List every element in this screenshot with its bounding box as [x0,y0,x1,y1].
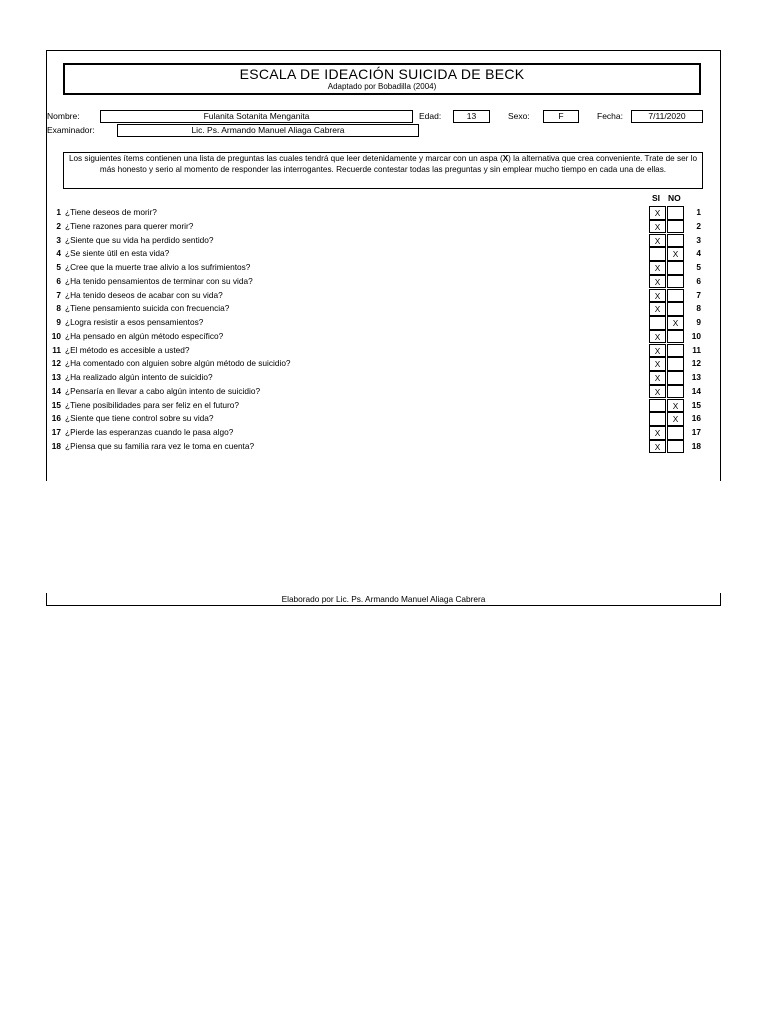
question-number-right: 5 [696,262,701,272]
question-number-right: 12 [691,358,701,369]
question-row [47,330,719,344]
question-number-right: 7 [696,289,701,300]
question-number: 10 [51,330,61,341]
question-number: 7 [56,289,61,300]
question-text: ¿El método es accesible a usted? [65,344,190,355]
answer-si-box[interactable]: X [649,220,666,234]
footer-line [46,605,721,606]
question-row [47,399,719,413]
question-number-right: 18 [691,440,701,451]
question-number: 9 [56,317,61,327]
answer-si-box[interactable]: X [649,289,666,303]
title-box [63,63,701,95]
question-row [47,316,719,330]
age-label: Edad: [419,111,442,121]
question-number-right: 1 [696,207,701,217]
question-number: 6 [56,275,61,286]
answer-no-box[interactable] [667,426,684,440]
name-label: Nombre: [47,111,80,121]
answer-si-box[interactable] [649,399,666,413]
column-header-si: SI [652,193,661,203]
question-text: ¿Tiene pensamiento suicida con frecuencia? [65,303,230,314]
answer-si-box[interactable]: X [649,426,666,440]
question-number-right: 17 [691,427,701,437]
question-text: ¿Ha tenido deseos de acabar con su vida? [65,289,223,300]
question-text: ¿Logra resistir a esos pensamientos? [65,317,204,327]
answer-no-box[interactable] [667,275,684,289]
question-row [47,206,719,220]
answer-no-box[interactable] [667,440,684,454]
question-number-right: 8 [696,303,701,314]
question-row [47,289,719,303]
question-row [47,247,719,261]
answer-no-box[interactable]: X [667,247,684,261]
instructions-text-2: ) la alternativa que crea conveniente. Trate de ser lo más honesto y serio al momento de responder las interrogantes. Recuerde contestar todas las preguntas y sin emplear mucho tiempo en cada una de ellas. [99,154,698,174]
question-row [47,371,719,385]
form-subtitle: Adaptado por Bobadilla (2004) [327,82,437,91]
question-number: 17 [51,427,61,437]
question-text: ¿Ha realizado algún intento de suicidio? [65,372,213,382]
question-text: ¿Tiene razones para querer morir? [65,220,194,231]
answer-no-box[interactable] [667,330,684,344]
answer-si-box[interactable]: X [649,275,666,289]
name-field[interactable]: Fulanita Sotanita Menganita [100,110,413,123]
question-number-right: 2 [696,220,701,231]
answer-no-box[interactable] [667,357,684,371]
answer-si-box[interactable]: X [649,440,666,454]
instructions-text-1: Los siguientes ítems contienen una lista de preguntas las cuales tendrá que leer detenidamente y marcar con un aspa ( [68,154,503,163]
question-number: 18 [51,440,61,451]
question-text: ¿Tiene posibilidades para ser feliz en el futuro? [65,399,240,410]
answer-no-box[interactable]: X [667,412,684,426]
question-row [47,412,719,426]
footer-text: Elaborado por Lic. Ps. Armando Manuel Aliaga Cabrera [281,594,486,604]
question-number: 13 [51,372,61,382]
question-number: 12 [51,358,61,369]
question-number: 2 [56,220,61,231]
question-number: 4 [56,248,61,259]
question-number: 11 [52,344,61,355]
question-number: 8 [56,303,61,314]
question-text: ¿Ha tenido pensamientos de terminar con su vida? [65,275,253,286]
answer-no-box[interactable] [667,344,684,358]
question-text: ¿Siente que tiene control sobre su vida? [65,413,214,424]
answer-si-box[interactable]: X [649,206,666,220]
answer-si-box[interactable] [649,247,666,261]
question-text: ¿Siente que su vida ha perdido sentido? [65,234,214,245]
answer-si-box[interactable]: X [649,371,666,385]
question-number: 3 [56,234,61,245]
answer-no-box[interactable]: X [667,316,684,330]
date-label: Fecha: [597,111,623,121]
sex-field[interactable]: F [543,110,579,123]
question-number-right: 4 [696,248,701,259]
question-text: ¿Cree que la muerte trae alivio a los sufrimientos? [65,262,251,272]
question-number-right: 15 [691,399,701,410]
question-text: ¿Se siente útil en esta vida? [65,248,170,259]
answer-no-box[interactable]: X [667,399,684,413]
question-text: ¿Pensaría en llevar a cabo algún intento de suicidio? [65,385,261,396]
sex-label: Sexo: [508,111,530,121]
answer-si-box[interactable] [649,412,666,426]
question-number-right: 9 [696,317,701,327]
examiner-field[interactable]: Lic. Ps. Armando Manuel Aliaga Cabrera [117,124,419,137]
answer-no-box[interactable] [667,302,684,316]
answer-si-box[interactable]: X [649,357,666,371]
answer-no-box[interactable] [667,220,684,234]
question-number-right: 3 [696,234,701,245]
question-number-right: 14 [691,385,701,396]
question-text: ¿Ha pensado en algún método específico? [65,330,224,341]
question-number: 14 [51,385,61,396]
question-number: 16 [51,413,61,424]
question-number: 1 [56,207,61,217]
answer-no-box[interactable] [667,289,684,303]
instructions-mark: X [502,154,509,163]
answer-si-box[interactable]: X [649,261,666,275]
question-row [47,440,719,454]
answer-no-box[interactable] [667,206,684,220]
answer-si-box[interactable] [649,316,666,330]
answer-si-box[interactable]: X [649,344,666,358]
question-text: ¿Piensa que su familia rara vez le toma en cuenta? [65,440,255,451]
question-number-right: 11 [692,344,701,355]
question-number-right: 13 [691,372,701,382]
answer-no-box[interactable] [667,385,684,399]
question-number-right: 10 [691,330,701,341]
question-text: ¿Pierde las esperanzas cuando le pasa algo? [65,427,234,437]
question-number-right: 16 [691,413,701,424]
answer-si-box[interactable]: X [649,385,666,399]
form-title: ESCALA DE IDEACIÓN SUICIDA DE BECK [239,66,525,82]
question-row [47,302,719,316]
question-number-right: 6 [696,275,701,286]
age-field[interactable]: 13 [453,110,490,123]
question-text: ¿Ha comentado con alguien sobre algún método de suicidio? [65,358,291,369]
answer-si-box[interactable]: X [649,330,666,344]
date-field[interactable]: 7/11/2020 [631,110,703,123]
answer-si-box[interactable]: X [649,234,666,248]
column-header-no: NO [668,193,681,203]
question-number: 15 [51,399,61,410]
question-row [47,426,719,440]
examiner-label: Examinador: [47,125,95,135]
answer-no-box[interactable] [667,234,684,248]
answer-si-box[interactable]: X [649,302,666,316]
sheet-right-border [720,50,721,481]
answer-no-box[interactable] [667,371,684,385]
question-row [47,234,719,248]
question-row [47,261,719,275]
question-row [47,344,719,358]
question-number: 5 [56,262,61,272]
question-row [47,275,719,289]
question-row [47,357,719,371]
instructions-box [63,152,703,189]
answer-no-box[interactable] [667,261,684,275]
question-row [47,220,719,234]
question-row [47,385,719,399]
question-text: ¿Tiene deseos de morir? [65,207,157,217]
